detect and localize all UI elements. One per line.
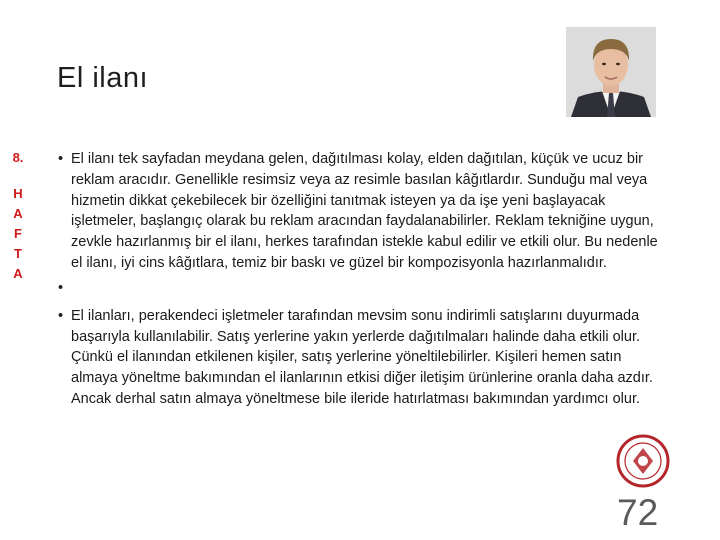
side-label — [7, 148, 29, 284]
bullet-item: • El ilanları, perakendeci işletmeler tarafından mevsim sonu indirimli satışlarını duyurmada başarıyla kullanılabilir. Satış yerlerine yakın yerlerde dağıtılmaları halinde daha etkili olur. Çünkü el ilanından etkilenen kişiler, satış yerlerine yöneltilebilirler. Kişileri hemen satın almaya yöneltme bakımından el ilanlarının etkisi diğer iletişim ürünlerine oranla daha azdır. Ancak derhal satın almaya yöneltmese bile ileride hatırlatması bakımından yardımcı olur. — [58, 306, 663, 410]
page-number: 72 — [617, 492, 659, 533]
slide-body — [58, 149, 663, 414]
presenter-portrait-icon — [566, 27, 656, 117]
university-seal-icon — [616, 434, 670, 488]
side-letter: A — [13, 206, 23, 221]
presenter-photo — [566, 27, 656, 117]
bullet-item: • El ilanı tek sayfadan meydana gelen, dağıtılması kolay, elden dağıtılan, küçük ve ucuz bir reklam aracıdır. Genellikle resimsiz veya az resimle basılan kâğıtlardır. Sunduğu mal veya hizmetin dikkat çekebilecek bir özelliğini tanıtmak isteyen ya da işe yeni başlayacak işletmeler, başlangıç olarak bu reklam aracından faydalanabilirler. Reklam tekniğine uygun, zevkle hazırlanmış bir el ilanı, herkes tarafından istekle kabul edilir ve etkili olur. Bu nedenle el ilanı, iyi cins kâğıtlara, temiz bir baskı ve güzel bir kompozisyonla hazırlanmalıdır. — [58, 149, 663, 274]
side-letter: F — [14, 226, 22, 241]
side-letter: A — [13, 266, 23, 281]
side-letter: H — [13, 186, 23, 201]
bullet-item-empty — [58, 278, 663, 298]
side-number: 8. — [12, 150, 24, 165]
side-letter: T — [14, 246, 22, 261]
slide-title: El ilanı — [57, 62, 149, 94]
